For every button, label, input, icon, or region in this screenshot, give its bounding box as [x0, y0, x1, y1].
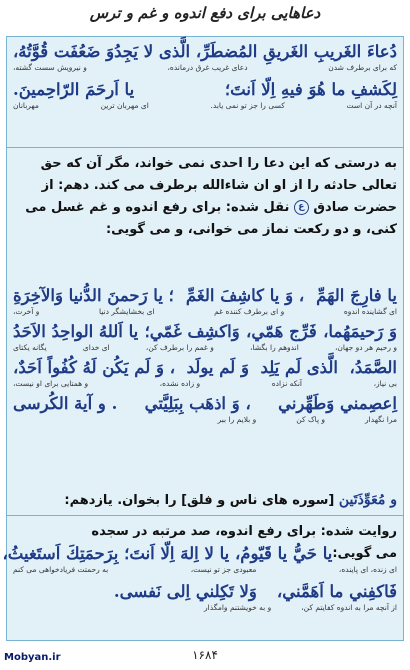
- arabic-phrase: دُعاءَ الغَريبِ الغَريقِ المُضطَرِّ، الَّذى لا يَجِدُ: [114, 42, 397, 61]
- translation-line: ای گشاینده اندوه و ای برطرف کننده غم ای بخشایشگر دنیا و آخرت،: [13, 307, 397, 316]
- translation-line: و رحیم هر دو جهان، اندوهم را بگشا، و غمم را برطرف کن، ای خدای یگانه یکتای: [13, 343, 397, 352]
- site-watermark: Mobyan.ir: [4, 652, 61, 663]
- translation-phrase: و نیرویش سست گشته،: [13, 63, 87, 72]
- instruction-block-2: [13, 153, 397, 241]
- translation-phrase: مهربانان: [13, 101, 39, 110]
- arabic-line: می گویی: يا حَيُّ يا قَيّومُ ، يا لا اِلهَ اِلّا اَنتَ ؛ بِرَحمَتِكَ اَستَغيثُ،: [2, 544, 397, 563]
- arabic-phrase: يا فارِجَ الهَمِّ: [316, 286, 397, 305]
- instruction-block-3: [2, 521, 397, 613]
- paragraph: به درستی که این دعا را احدی نمی خواند، مگر آن که حق تعالی حادثه را از او ان شاءالله برطرف می کند. دهم: از حضرت صادق ع نقل شده: برای رفع اندوه و غم غسل می کنی، و دو رکعت نماز می خوانی، و می گویی:: [25, 156, 397, 237]
- arabic-line: اِعصِمني وَطَهِّرني ، وَ اذهَب بِبَلِيَّتي . و آية الكُرسى: [13, 394, 397, 413]
- translation-line: مرا نگهدار و پاک کن و بلایم را ببر: [217, 415, 397, 424]
- translation-line: از آنچه مرا به اندوه کفایتم کن، و به خویشتنم وامگذار: [204, 603, 397, 612]
- translation-phrase: آنچه در آن است: [346, 101, 397, 110]
- section-label: دهم:: [58, 178, 90, 193]
- translation-phrase: دعای غریب غرق درمانده،: [167, 63, 248, 72]
- arabic-phrase: وَ ضَعُفَت قُوَّتُهُ،: [12, 42, 115, 61]
- divider: [7, 147, 403, 148]
- translation-phrase: ای مهربان ترین: [100, 101, 149, 110]
- arabic-line: فَاكفِني ما اَهَمَّني، وَلا تَكِلني اِلى نَفسى.: [113, 582, 397, 601]
- divider: [7, 515, 403, 516]
- prayer-block-1: [13, 41, 397, 111]
- arabic-line: وَ رَحيمَهُما، فَرِّج هَمّي، وَاكشِف غَمّي؛ يا اَللهُ الواحِدُ الاَحَدُ: [13, 322, 397, 341]
- section-label: یازدهم:: [64, 493, 113, 508]
- translation-line: [13, 63, 397, 73]
- translation-line: [13, 101, 397, 111]
- arabic-line: [13, 79, 397, 101]
- translation-line: بی نیاز، آنکه نزاده و زاده نشده، و همتایی برای او نیست،: [13, 379, 397, 388]
- paragraph: روایت شده: برای رفع اندوه، صد مرتبه در سجده: [91, 524, 397, 539]
- arabic-phrase: لِكَشفِ ما هُوَ فيهِ اِلّا اَنتَ؛: [224, 80, 397, 99]
- arabic-phrase: يا اَرحَمَ الرّاحِمينَ.: [13, 80, 135, 99]
- arabic-line: [13, 285, 397, 307]
- prayer-block-2: [13, 285, 397, 425]
- instruction-line: و مُعَوِّذَتَين [سوره های ناس و فلق] را بخوان. یازدهم:: [64, 492, 397, 508]
- arabic-line: الصَّمَدُ، الَّذى لَم يَلِد وَ لَم يولَد ، وَ لَم يَكُن لَهُ كُفُواً اَحَدٌ،: [13, 358, 397, 377]
- arabic-phrase: ؛ يا رَحمنَ الدُّنيا وَالآخِرَةِ: [13, 286, 174, 305]
- page-header: دعاهایی برای دفع اندوه و غم و ترس: [89, 4, 321, 22]
- translation-phrase: که برای برطرف شدن: [328, 63, 397, 72]
- arabic-phrase: ، وَ يا كاشِفَ الغَمِّ: [185, 286, 305, 305]
- page-content: [2, 36, 404, 641]
- page-number: ۱۶۸۴: [192, 648, 218, 662]
- arabic-line: [13, 41, 397, 63]
- salutation-icon: ع: [294, 200, 309, 215]
- translation-line: ای زنده، ای پاینده، معبودی جز تو نیست، به رحمتت فریادخواهی می کنم: [13, 565, 397, 574]
- translation-phrase: کسی را جز تو نمی یابد.: [210, 101, 285, 110]
